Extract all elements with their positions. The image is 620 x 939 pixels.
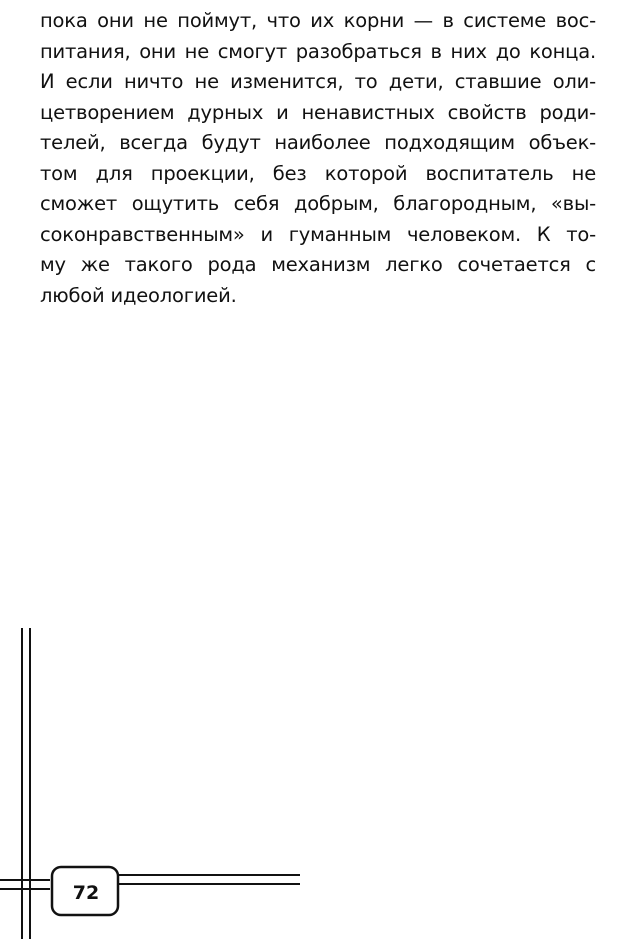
text-line: му же такого рода механизм легко сочетается с [40, 253, 596, 276]
page-number: 72 [72, 882, 100, 904]
text-line: И если ничто не изменится, то дети, ставшие оли- [40, 70, 596, 93]
text-line: соконравственным» и гуманным человеком. К то- [40, 222, 596, 246]
text-line: питания, они не смогут разобраться в них до конца. [40, 39, 596, 63]
text-line: телей, всегда будут наиболее подходящим объек- [40, 131, 596, 154]
text-line: цетворением дурных и ненавистных свойств роди- [40, 100, 596, 124]
text-line: пока они не поймут, что их корни — в системе вос- [40, 9, 596, 32]
text-line: сможет ощутить себя добрым, благородным, «вы- [40, 192, 596, 215]
text-line: том для проекции, без которой воспитатель не [40, 161, 596, 185]
text-line: любой идеологией. [40, 283, 237, 307]
